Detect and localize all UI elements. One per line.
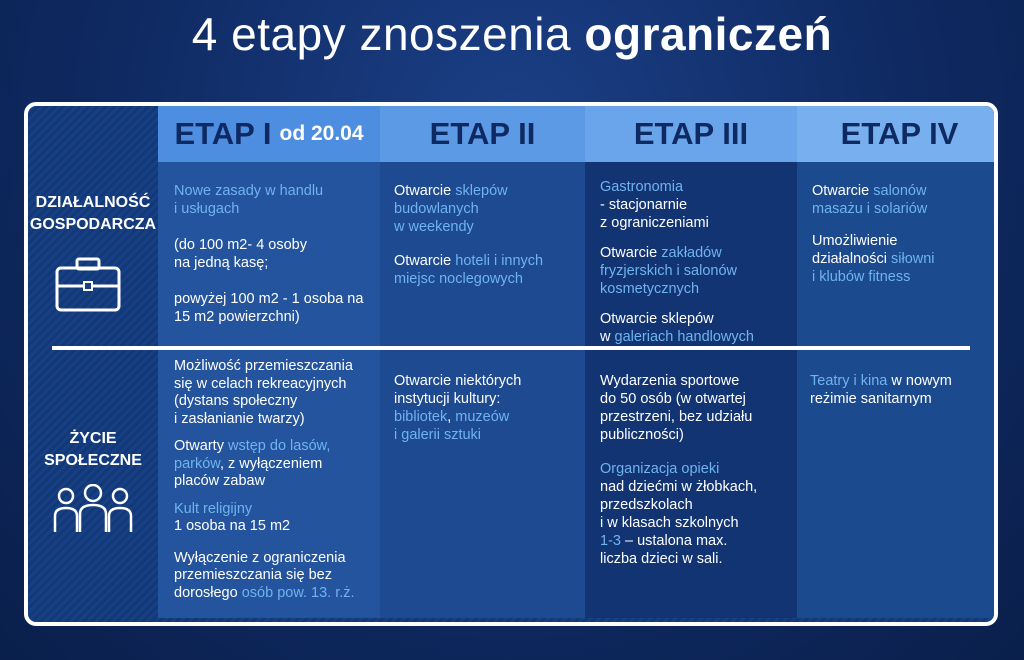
text-run: 1 osoba na 15 m2 <box>174 518 291 534</box>
stage3-header <box>585 106 797 162</box>
text-line: Otwarcie niektórych <box>394 373 522 389</box>
text-run: liczba dzieci w sali. <box>600 551 723 567</box>
cell-business-stage1 <box>174 182 374 338</box>
text-run: dorosłego <box>174 584 242 601</box>
text-line: przemieszczania się bez <box>174 567 332 583</box>
stage1-header <box>158 106 380 162</box>
text-line: Gastronomia <box>600 179 684 195</box>
people-icon <box>52 484 134 534</box>
text-line: powyżej 100 m2 - 1 osoba na <box>174 291 364 307</box>
text-run: miejsc noclegowych <box>394 271 523 287</box>
text-line: się w celach rekreacyjnych <box>174 375 347 392</box>
stage1-label: ETAP I <box>174 116 272 151</box>
text-run: Kult religijny <box>174 500 253 517</box>
text-run: w nowym <box>887 373 952 389</box>
text-run: działalności <box>812 251 891 267</box>
stage2-label: ETAP II <box>429 116 536 151</box>
cell-social-stage2 <box>394 372 579 456</box>
text-run: zakładów <box>661 245 722 261</box>
text-run: i w klasach szkolnych <box>600 515 739 531</box>
row-label-business-line1: DZIAŁALNOŚĆ <box>35 194 151 211</box>
text-run: kosmetycznych <box>600 281 700 297</box>
text-run: i galerii sztuki <box>394 427 482 443</box>
row-label-social-line1: ŻYCIE <box>69 430 117 447</box>
page-title <box>0 6 1024 62</box>
stage2-header <box>380 106 585 162</box>
text-run: przedszkolach <box>600 497 693 513</box>
text-line: przestrzeni, bez udziału <box>600 409 753 425</box>
text-run: wstęp do lasów, <box>227 438 331 454</box>
text-run: , <box>447 409 456 425</box>
text-run: siłowni <box>891 251 935 267</box>
text-run: i klubów fitness <box>812 269 911 285</box>
text-line: publiczności) <box>600 427 684 443</box>
text-run: salonów <box>873 183 927 199</box>
row-label-social <box>28 428 158 472</box>
briefcase-icon <box>54 256 122 314</box>
text-line: z ograniczeniami <box>600 215 709 231</box>
row-label-business <box>28 192 158 236</box>
text-line: (dystans społeczny <box>174 393 298 409</box>
text-run: Otwarcie <box>600 245 662 261</box>
row-divider <box>52 346 970 350</box>
text-run: galeriach handlowych <box>614 329 754 345</box>
text-run: w <box>600 329 615 345</box>
text-run: Teatry i kina <box>810 373 888 389</box>
text-line: Wyłączenie z ograniczenia <box>174 549 346 566</box>
text-run: Umożliwienie <box>812 233 898 249</box>
text-run: bibliotek <box>394 409 448 425</box>
text-run: , z wyłączeniem <box>219 455 323 472</box>
cell-business-stage2 <box>394 182 579 300</box>
text-run: fryzjerskich i salonów <box>600 263 737 279</box>
text-run: – ustalona max. <box>620 533 728 549</box>
text-run: masażu i solariów <box>812 201 928 217</box>
cell-social-stage3 <box>600 372 792 580</box>
text-run: Organizacja opieki <box>600 461 720 477</box>
text-run: budowlanych <box>394 201 479 217</box>
title-normal: 4 etapy znoszenia <box>191 8 572 60</box>
text-line: Możliwość przemieszczania <box>174 358 353 374</box>
cell-social-stage1 <box>174 358 378 614</box>
text-run: muzeów <box>455 409 510 425</box>
text-run: Otwarcie <box>812 183 874 199</box>
text-line: i usługach <box>174 201 240 217</box>
text-run: 1-3 <box>600 533 621 549</box>
text-run: nad dziećmi w żłobkach, <box>600 479 758 495</box>
text-run: Otwarcie <box>394 253 456 269</box>
text-line: Nowe zasady w handlu <box>174 183 324 199</box>
text-run: placów zabaw <box>174 473 266 489</box>
text-run: Otwarcie <box>394 183 456 199</box>
text-run: sklepów <box>455 183 508 199</box>
cell-business-stage4 <box>812 182 997 298</box>
stage1-date: od 20.04 <box>279 122 364 145</box>
text-run: w weekendy <box>394 219 474 235</box>
text-line: instytucji kultury: <box>394 391 501 407</box>
text-run: parków <box>174 455 220 472</box>
text-run: reżimie sanitarnym <box>810 391 932 407</box>
stages-table <box>24 102 998 626</box>
text-line: (do 100 m2- 4 osoby <box>174 237 307 253</box>
text-run: osób pow. 13. r.ż. <box>241 584 355 601</box>
cell-business-stage3 <box>600 178 792 358</box>
text-line: i zasłanianie twarzy) <box>174 410 305 427</box>
text-run: hoteli i innych <box>455 253 544 269</box>
title-bold: ograniczeń <box>584 8 833 60</box>
text-line: na jedną kasę; <box>174 255 269 271</box>
text-run: Otwarcie sklepów <box>600 311 714 327</box>
text-line: Wydarzenia sportowe <box>600 373 740 389</box>
stage3-label: ETAP III <box>633 116 749 151</box>
stage4-header <box>797 106 998 162</box>
text-line: - stacjonarnie <box>600 197 688 213</box>
stage4-label: ETAP IV <box>840 116 959 151</box>
text-line: 15 m2 powierzchni) <box>174 309 300 325</box>
cell-social-stage4 <box>810 372 998 420</box>
row-label-social-line2: SPOŁECZNE <box>44 452 142 469</box>
row-label-business-line2: GOSPODARCZA <box>29 216 157 233</box>
text-run: Otwarty <box>174 438 228 454</box>
text-line: do 50 osób (w otwartej <box>600 391 746 407</box>
